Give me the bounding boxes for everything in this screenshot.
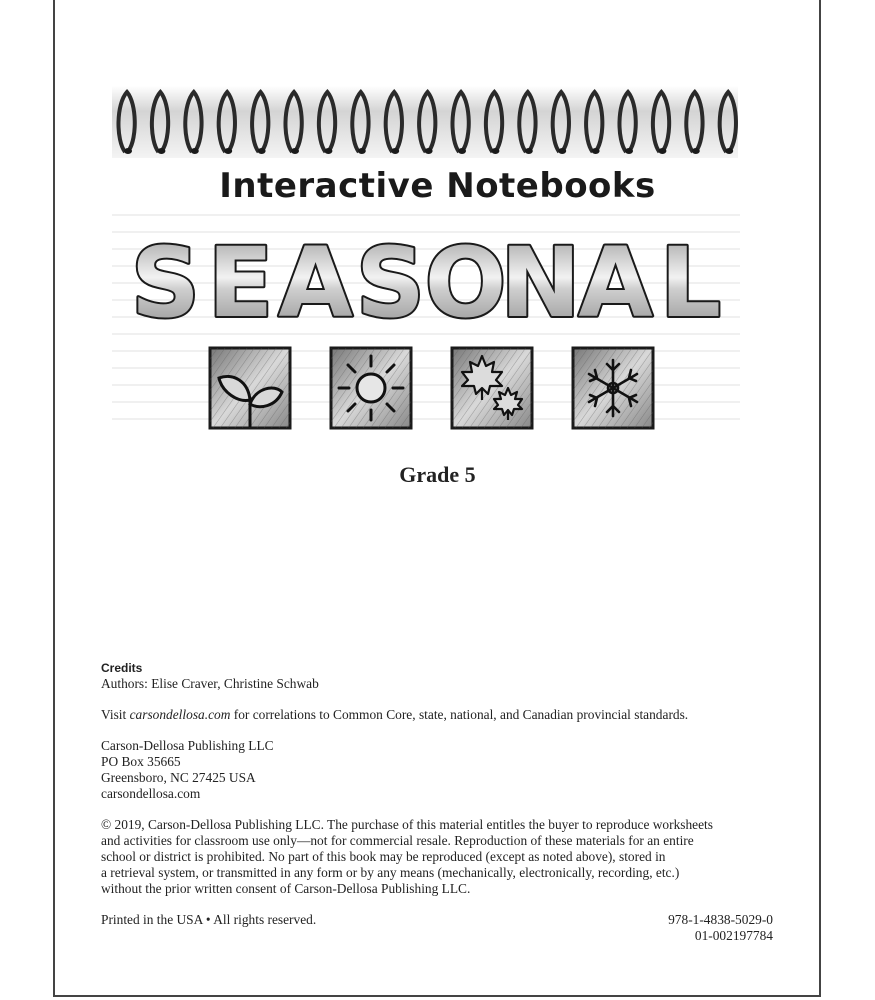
visit-prefix: Visit [101, 707, 130, 722]
isbn: 978-1-4838-5029-0 [668, 912, 773, 927]
headline-letter: L [659, 227, 722, 339]
summer-icon-box [331, 348, 411, 428]
copyright-line: and activities for classroom use only—not for commercial resale. Reproduction of these materials for an entire [101, 833, 694, 848]
grade-level: Grade 5 [399, 462, 476, 487]
binding-hole [491, 148, 499, 154]
cover-art [0, 0, 875, 460]
binding-hole [458, 148, 466, 154]
series-title: Interactive Notebooks [219, 166, 656, 206]
copyright-line: school or district is prohibited. No part of this book may be reproduced (except as noted above), stored in [101, 849, 666, 864]
website-line: carsondellosa.com [101, 786, 201, 801]
binding-hole [425, 148, 433, 154]
identifiers [668, 912, 773, 944]
binding-hole [324, 148, 332, 154]
binding-hole [725, 148, 733, 154]
binding-hole [358, 148, 366, 154]
authors-line: Authors: Elise Craver, Christine Schwab [101, 676, 319, 691]
spring-icon-box [210, 348, 290, 428]
po-box: PO Box 35665 [101, 754, 181, 769]
visit-link: carsondellosa.com [129, 707, 231, 722]
headline-letter: A [278, 227, 353, 339]
binding-hole [391, 148, 399, 154]
credits-block [101, 660, 781, 897]
headline-letter: S [130, 227, 201, 339]
headline-letter: O [424, 227, 507, 339]
sun-icon [339, 356, 403, 420]
binding-hole [592, 148, 600, 154]
publisher-name: Carson-Dellosa Publishing LLC [101, 738, 274, 753]
binding-hole [224, 148, 232, 154]
visit-suffix: for correlations to Common Core, state, national, and Canadian provincial standards. [230, 707, 689, 722]
binding-hole [157, 148, 165, 154]
headline-letter: S [355, 227, 426, 339]
binding-hole [625, 148, 633, 154]
headline-letter: A [578, 227, 653, 339]
binding-hole [124, 148, 132, 154]
item-code: 01-002197784 [694, 928, 773, 943]
binding-hole [558, 148, 566, 154]
copyright-line: © 2019, Carson-Dellosa Publishing LLC. The purchase of this material entitles the buyer to reproduce worksheets [101, 817, 713, 832]
autumn-icon-box [452, 348, 532, 428]
winter-icon-box [573, 348, 653, 428]
binding-hole [291, 148, 299, 154]
copyright-line: without the prior written consent of Carson-Dellosa Publishing LLC. [101, 881, 471, 896]
headline-letter: E [207, 227, 274, 339]
city-line: Greensboro, NC 27425 USA [101, 770, 256, 785]
binding-hole [258, 148, 266, 154]
headline-letter: N [500, 227, 581, 339]
binding-hole [658, 148, 666, 154]
binding-hole [191, 148, 199, 154]
copyright-line: a retrieval system, or transmitted in any form or by any means (mechanically, electronically, recording, etc.) [101, 865, 680, 880]
printed-notice: Printed in the USA • All rights reserved. [101, 912, 317, 927]
credits-heading: Credits [101, 661, 143, 675]
binding-hole [692, 148, 700, 154]
seasonal-headline [131, 227, 721, 339]
binding-hole [525, 148, 533, 154]
visit-line [101, 707, 781, 723]
